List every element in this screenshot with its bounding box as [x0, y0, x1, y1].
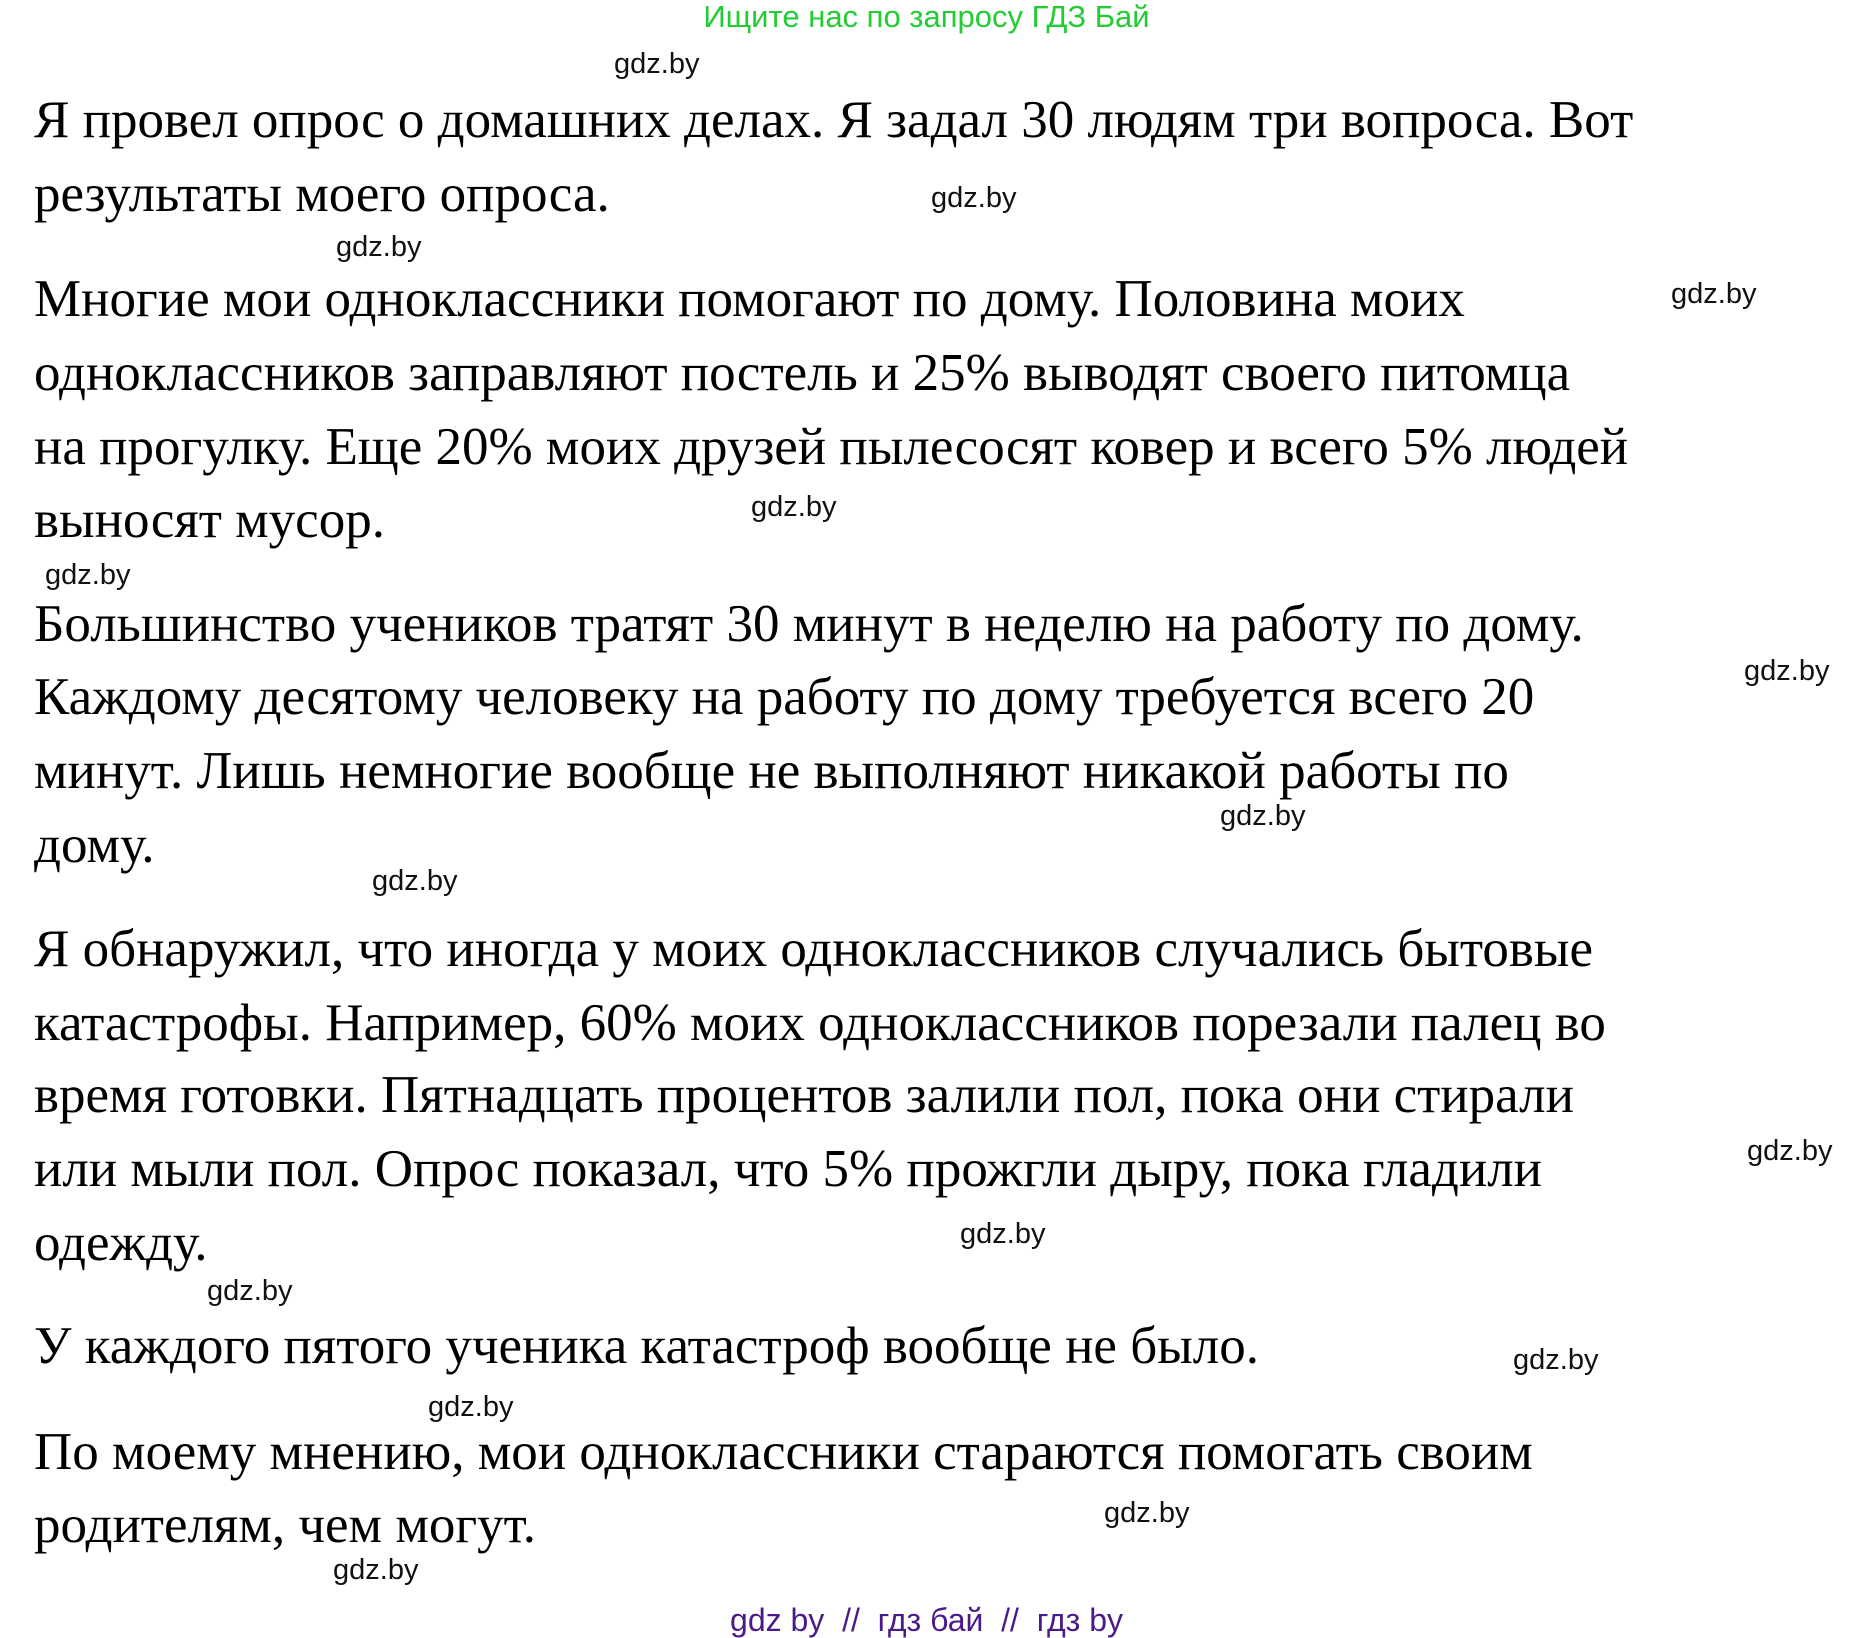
watermark: gdz.by [1220, 800, 1306, 832]
paragraph-4-line-4: или мыли пол. Опрос показал, что 5% прожгли дыру, пока гладили [34, 1140, 1543, 1198]
search-hint-banner: Ищите нас по запросу ГДЗ Бай [703, 0, 1150, 34]
paragraph-6-line-2: родителям, чем могут. [34, 1496, 537, 1554]
paragraph-2-line-3: на прогулку. Еще 20% моих друзей пылесосят ковер и всего 5% людей [34, 418, 1629, 476]
paragraph-2-line-2: одноклассников заправляют постель и 25% выводят своего питомца [34, 344, 1571, 402]
paragraph-4-line-1: Я обнаружил, что иногда у моих одноклассников случались бытовые [34, 920, 1594, 978]
watermark: gdz.by [1744, 655, 1830, 687]
footer-links: gdz by // гдз бай // гдз by [730, 1602, 1123, 1638]
watermark: gdz.by [614, 48, 700, 80]
watermark: gdz.by [751, 491, 837, 523]
paragraph-2-line-4: выносят мусор. [34, 491, 385, 549]
paragraph-1-line-2: результаты моего опроса. [34, 165, 610, 223]
paragraph-4-line-3: время готовки. Пятнадцать процентов залили пол, пока они стирали [34, 1066, 1574, 1124]
watermark: gdz.by [960, 1218, 1046, 1250]
watermark: gdz.by [207, 1275, 293, 1307]
watermark: gdz.by [931, 182, 1017, 214]
paragraph-1-line-1: Я провел опрос о домашних делах. Я задал 30 людям три вопроса. Вот [34, 91, 1634, 149]
watermark: gdz.by [372, 865, 458, 897]
paragraph-5-line-1: У каждого пятого ученика катастроф вообще не было. [34, 1317, 1259, 1375]
watermark: gdz.by [428, 1391, 514, 1423]
paragraph-6-line-1: По моему мнению, мои одноклассники стараются помогать своим [34, 1423, 1533, 1481]
watermark: gdz.by [1104, 1497, 1190, 1529]
watermark: gdz.by [45, 559, 131, 591]
watermark: gdz.by [333, 1554, 419, 1586]
watermark: gdz.by [336, 231, 422, 263]
paragraph-3-line-4: дому. [34, 816, 155, 874]
paragraph-3-line-3: минут. Лишь немногие вообще не выполняют никакой работы по [34, 742, 1509, 800]
watermark: gdz.by [1513, 1344, 1599, 1376]
paragraph-4-line-5: одежду. [34, 1214, 208, 1272]
watermark: gdz.by [1671, 278, 1757, 310]
paragraph-2-line-1: Многие мои одноклассники помогают по дому. Половина моих [34, 270, 1465, 328]
paragraph-4-line-2: катастрофы. Например, 60% моих одноклассников порезали палец во [34, 994, 1606, 1052]
watermark: gdz.by [1747, 1135, 1833, 1167]
paragraph-3-line-2: Каждому десятому человеку на работу по дому требуется всего 20 [34, 668, 1535, 726]
paragraph-3-line-1: Большинство учеников тратят 30 минут в неделю на работу по дому. [34, 595, 1584, 653]
